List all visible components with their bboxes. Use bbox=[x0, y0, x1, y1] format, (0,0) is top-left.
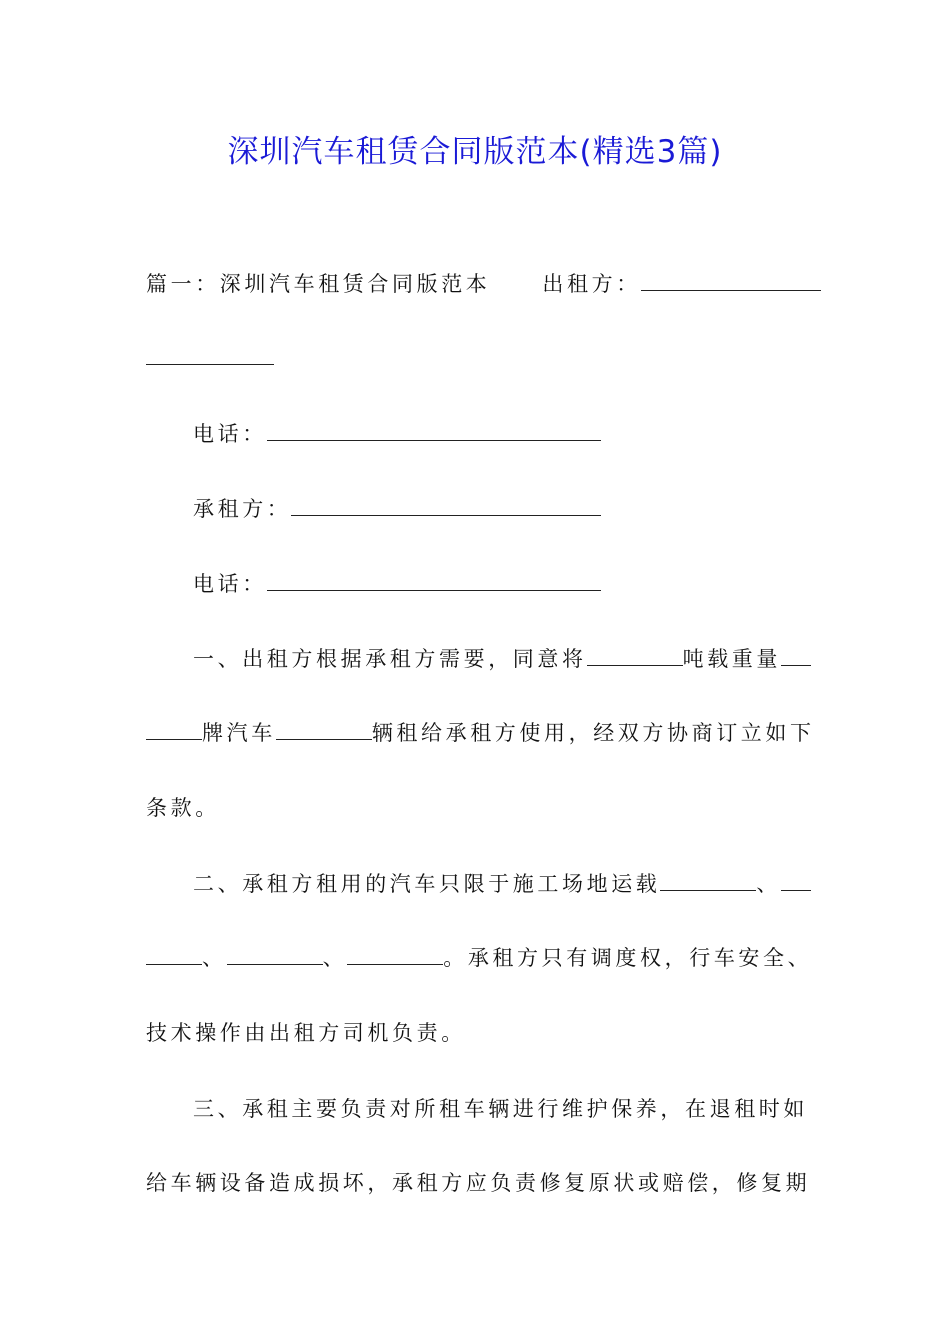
header-line bbox=[146, 268, 821, 300]
clause2-sep-3: 、 bbox=[322, 946, 348, 970]
clause1-text-b: 吨载重量 bbox=[682, 647, 782, 671]
phone-line-1 bbox=[193, 418, 601, 450]
clause3-text-b: 给车辆设备造成损坏，承租方应负责修复原状或赔偿，修复期 bbox=[146, 1171, 811, 1195]
clause1-blank-1 bbox=[587, 643, 683, 666]
document-title: 深圳汽车租赁合同版范本(精选3篇) bbox=[227, 134, 723, 170]
lessor-label: 出租方： bbox=[542, 272, 641, 296]
clause3-line1 bbox=[193, 1093, 808, 1125]
clause1-text-e: 条款。 bbox=[146, 796, 220, 820]
phone-label-1: 电话： bbox=[193, 422, 267, 446]
clause2-blank-2-cont bbox=[146, 942, 202, 965]
clause2-blank-3 bbox=[227, 942, 323, 965]
clause2-text-b: 。承租方只有调度权，行车安全、 bbox=[443, 946, 813, 970]
phone-blank-1 bbox=[267, 418, 601, 441]
clause3-line2 bbox=[146, 1167, 810, 1199]
clause2-text-c: 技术操作由出租方司机负责。 bbox=[146, 1021, 466, 1045]
clause1-text-c: 牌汽车 bbox=[202, 721, 276, 745]
clause1-blank-3 bbox=[276, 717, 372, 740]
lessee-blank bbox=[291, 493, 601, 516]
lessee-line bbox=[193, 493, 601, 525]
lessor-blank-continued bbox=[146, 342, 274, 365]
clause1-line1 bbox=[193, 643, 811, 675]
lessor-blank bbox=[641, 268, 821, 291]
lessor-blank-continued-line bbox=[146, 342, 274, 374]
clause1-text-a: 一、出租方根据承租方需要，同意将 bbox=[193, 647, 587, 671]
clause3-text-a: 三、承租主要负责对所租车辆进行维护保养，在退租时如 bbox=[193, 1097, 808, 1121]
clause2-text-a: 二、承租方租用的汽车只限于施工场地运载 bbox=[193, 872, 661, 896]
clause2-sep-2: 、 bbox=[202, 946, 227, 970]
clause2-blank-2 bbox=[781, 868, 811, 891]
clause1-text-d: 辆租给承租方使用，经双方协商订立如下 bbox=[371, 721, 815, 745]
clause2-line3 bbox=[146, 1017, 466, 1049]
clause1-line3 bbox=[146, 792, 220, 824]
clause2-line2 bbox=[146, 942, 812, 974]
lessee-label: 承租方： bbox=[193, 497, 292, 521]
phone-line-2 bbox=[193, 568, 601, 600]
clause2-blank-1 bbox=[660, 868, 756, 891]
phone-label-2: 电话： bbox=[193, 572, 267, 596]
clause1-blank-2 bbox=[781, 643, 811, 666]
clause2-blank-4 bbox=[347, 942, 443, 965]
part-heading: 篇一：深圳汽车租赁合同版范本 bbox=[146, 272, 491, 296]
clause1-line2 bbox=[146, 717, 815, 749]
clause2-line1 bbox=[193, 868, 811, 900]
phone-blank-2 bbox=[267, 568, 601, 591]
clause2-sep-1: 、 bbox=[756, 872, 782, 896]
clause1-blank-2-cont bbox=[146, 717, 202, 740]
